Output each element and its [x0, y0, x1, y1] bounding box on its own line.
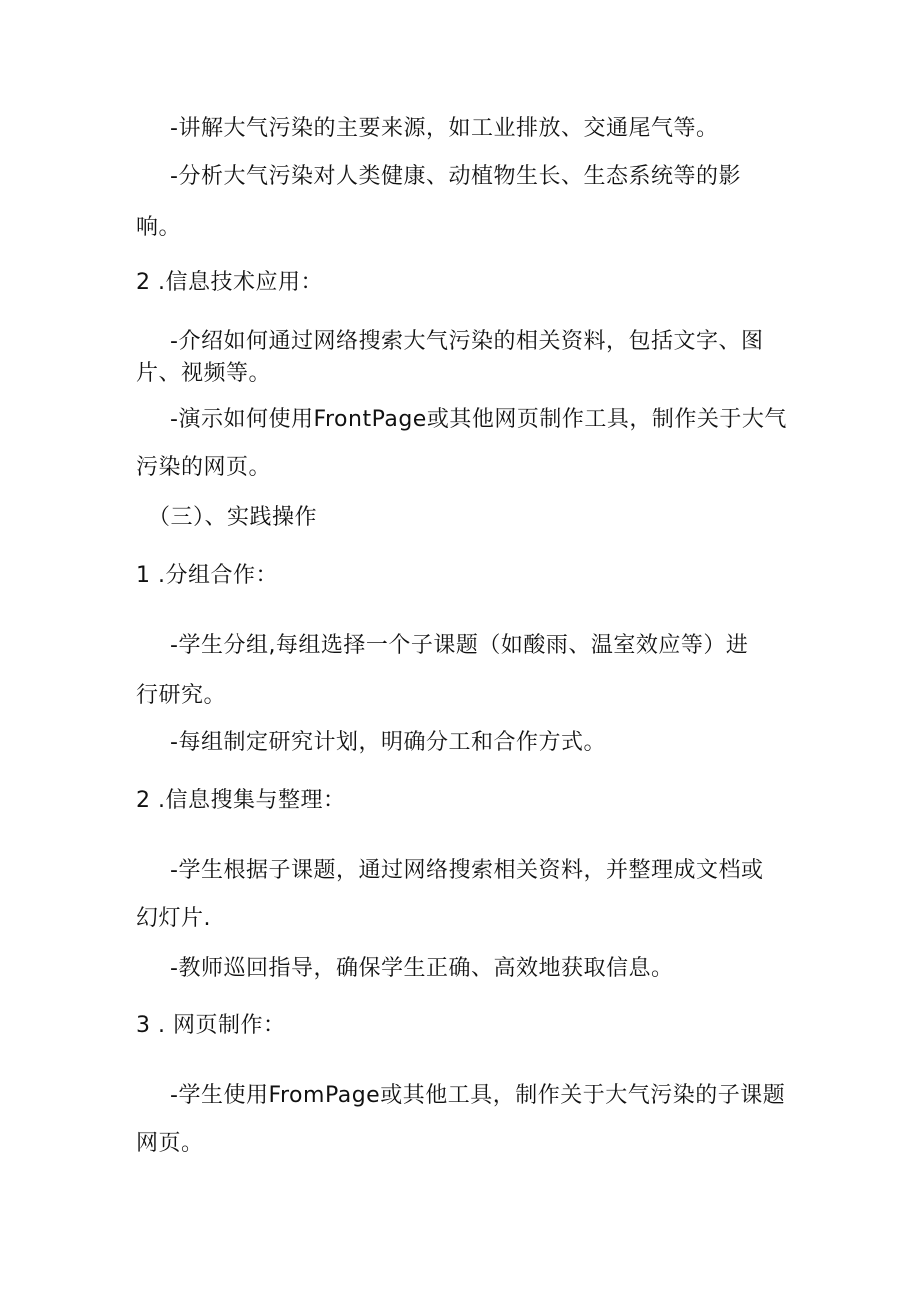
- section-heading: 1 .分组合作：: [136, 563, 278, 588]
- section-heading: 3 . 网页制作：: [136, 1013, 286, 1038]
- chapter-heading: （三）、实践操作: [148, 505, 318, 530]
- text-line: 网页。: [136, 1131, 204, 1156]
- text-line: -每组制定研究计划，明确分工和合作方式。: [170, 730, 606, 755]
- text-line: -学生分组,每组选择一个子课题（如酸雨、温室效应等）进: [170, 633, 749, 658]
- text-line: 幻灯片.: [136, 906, 211, 931]
- text-line: -讲解大气污染的主要来源，如工业排放、交通尾气等。: [170, 116, 719, 141]
- section-heading: 2 .信息技术应用：: [136, 270, 323, 295]
- text-line: 响。: [136, 215, 182, 240]
- text-line: -介绍如何通过网络搜索大气污染的相关资料，包括文字、图: [170, 329, 764, 354]
- text-line: 片、视频等。: [136, 361, 272, 386]
- text-line: -演示如何使用FrontPage或其他网页制作工具，制作关于大气: [170, 407, 787, 432]
- text-line: 行研究。: [136, 683, 227, 708]
- text-line: -学生使用FromPage或其他工具，制作关于大气污染的子课题: [170, 1083, 786, 1108]
- section-heading: 2 .信息搜集与整理：: [136, 788, 346, 813]
- text-line: -学生根据子课题，通过网络搜索相关资料，并整理成文档或: [170, 858, 764, 883]
- text-line: -分析大气污染对人类健康、动植物生长、生态系统等的影: [170, 164, 741, 189]
- text-line: -教师巡回指导，确保学生正确、高效地获取信息。: [170, 956, 674, 981]
- text-line: 污染的网页。: [136, 455, 272, 480]
